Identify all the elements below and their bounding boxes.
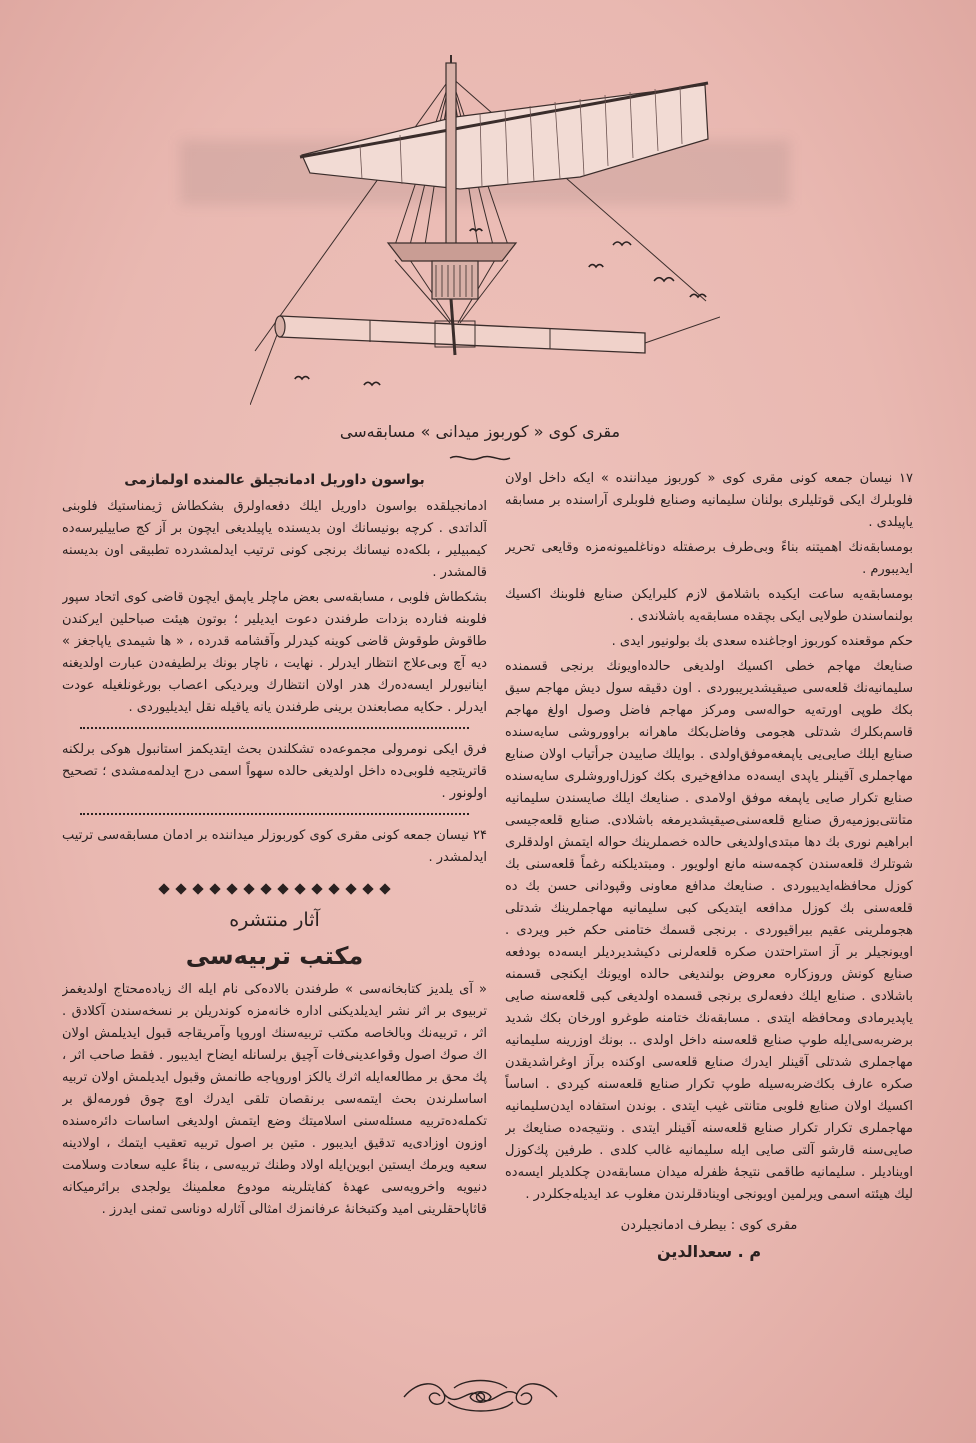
news-column [62,468,487,1348]
illustration-caption: مقری کوی « کوربوز میدانی » مسابقه‌سی [339,422,621,441]
diamond-ornament [311,883,322,894]
diamond-ornament [226,883,237,894]
article-paragraph: بشکطاش فلوبی ، مسابقه‌سی بعض ماچلر یاپمق ایچون قاضی کوی اتحاد سپور فلوبنه فنارده بزدات طرفندن دعوت ایدیلیر ؛ بوتون هیئت صباحلین ایرکندن طاقوش طوقوش قاضی کوینه کیدرلر وآقشامه قدرده ، « ها شیمدی یاپاجغز » دیه آچ وبی‌علاج انتظار ایدرلر . نهایت ، ناچار بونك برلطیفه‌دن عبارت اولدیغنه اینانیورلر ایسه‌ده‌رك هدر اولان انتظارك ویردیکی اعصاب بورغونلغیله عودت ایدرلر . حکایه مصابعندن برینی طرفندن یانه یاقیله نقل ایدیلیوردی . [62,590,487,715]
bird [295,377,309,379]
bird [364,382,380,385]
mast [446,55,456,245]
match-notice: ۲۴ نیسان جمعه کونی مقری کوی کوربوزلر میداننده بر ادمان مسابقه‌سی ترتیب ایدلمشدر . [62,828,487,865]
diamond-ornament [175,883,186,894]
bird [589,265,603,267]
review-paragraph: « آی یلدیز کتابخانه‌سی » طرفندن بالاده‌کی نام ایله اك زیاده‌محتاج اولدیغمز تربیوی بر اثر نشر ایدیلدیکنی اداره خانه‌مزه کوندریلن بر نسخه‌سندن آکلادق . اثر ، تربیه‌نك وبالخاصه مکتب تربیه‌سنك اوروپا وآمریقاجه قبول ایدیلمش اولان اك صوك اصول وقواعدینی‌فات آچیق برلسانله ایضاح ایدیبور . فقط صاحب اثر ، پك محق بر مطالعه‌ایله اثرك یالکز اوروپاجه طانمش وقبول ایدیلمش اولان تربیه اساسلرندن بحث ایتمه‌سی برنقصان تلقی ایدرك اوچ چوق فورمه‌لق بر تکمله‌ده‌تربیه مسئله‌سنی اسلامیتك وضع ایتمش اولدیغی اساسات دائره‌سنده اوزون اوزادی‌یه تدقیق ایدیبور . متین بر اصول تربیه تعقیب ایتمك ، اولادینه سعیه ویرمك ایستین ابوین‌ایله اولاد وطنك تربیه‌سی ، بناءً علیه سعادت وسلامت دنیویه واخرویه‌سی عهدهٔ کفایتلرینه مودوع معلمینك یولجدی برائرمیکانه قاثاپاحقلرینی امید وکتبخانهٔ عرفانمزك امثالی آثارله دوناسی تمنی ایدرز . [62,982,487,1217]
article-paragraph: ۱۷ نیسان جمعه کونی مقری کوی « کوربوز میداننده » ایکه داخل اولان فلوبلرك ایکی قوتلیلری بولنان سلیمانیه وصنایع فلوبلری آراسنده بر مسابقه یاپیلدی . [505,471,913,530]
diamond-ornament [209,883,220,894]
article-paragraph: بومسابقه‌نك اهمیتنه بناءً وبی‌طرف برصفتله دوناغلمیونه‌مزه وقایعی تحریر ایدیبورم . [505,540,913,577]
ship-mast-illustration [250,55,720,405]
bird [470,229,483,231]
article-paragraph: صنایعك مهاجم خطی اکسیك اولدیغی حالده‌اویونك برنجی قسمنده سلیمانیه‌نك قلعه‌سی صیقیشدیریبوردی . اون دقیقه سول دیش مهاجم سیق بكك طوپی اورته‌یه حواله‌سی ومرکز مهاجم فاضل وصول اولغ مهاجم قاسم‌بكلرك شدتلی هجومی وفاضل‌بكك ماهرانه براووروشی سایه‌سنده صنایع ایلك صایی‌یی یاپمغه‌موفق‌اولدی . بوایلك صاییدن جرأتیاب اولان صنایع مهاجملری آقینلر یاپدی ایسه‌ده مدافع‌خیری بكك کوزل‌اوروشلری سایه‌سنده صنایع تکرار صایی یاپمغه موفق اولامدی . صنایعك ایلك صایسندن سلیمانیه متانتی‌بوزمیه‌رق صنایع قلعه‌سنی‌صیقیشدیرمغه باشلادی. صنایع قلعه‌جیسی ابراهیم نوری بك دها مبتدی‌اولدیغی حالده خصملرینك حواله ایتمش اولدقلری شوتلرك قلعه‌سندن کچمه‌سنه مانع اولویور . ومبتدیلکنه رغماً قلعه‌سنی بك کوزل محافظه‌ایدیبوردی . صنایعك مدافع معاونی وقپودانی حسن بك ده قلعه‌سنی بك کوزل مدافعه ایتدیکی کبی سلیمانیه مهاجملرینك شدتلی هجوملرینی عقیم بیراقیوردی . برنجی قسمك ختامنی حکم خبر ویردی . اویونجیلر بر آز استراحتدن صکره قلعه‌لرنی دکیشدیردیلر ایسه‌ده بودفعه صنایع کونش وروزکاره معروض بولندیغی حالده اویونك ایکنجی قسمنه باشلادی . صنایع ایلك دفعه‌لری برنجی قسمده اولدیغی کبی قلعه‌سنه صایی یاپدیرمادی ومحافظه ایتدی . مسابقه‌نك ختامنه طوغرو اورخان بكك شدید برضربه‌سی‌ایله طوپ صنایع قلعه‌سنه داخل اولدی .. بونك اوزرینه سلیمانیه مهاجملری شدتلی آقینلر ایدرك صنایع قلعه‌سی اوکنده برآز اوغراشدیقدن صکره عارف بکك‌ضربه‌سیله طوپ تکرار صنایع قلعه‌سنه کیردی . اساساً اکسیك اولان صنایع فلوبی متانتی غیب ایتدی . بوندن استفاده ایدن‌سلیمانیه مهاجملری تکرار تکرار صنایع قلعه‌سنه آقینلر ایتدی . ونتیجه‌ده صنایعك بر صایی‌سنه قارشو آلتی صایی ایله سلیمانیه غالب کلدی . طرفین پك‌کوزل اوینادیلر . سلیمانیه طاقمی نتیجهٔ ظفرله میدان مسابقه‌دن چکلدیلر ایسه‌ده لیك هیئته اسمی ویرلمین اویونجی اوینادقلرندن مغلوب عد ایدیله‌جکلردر . [505,659,913,1202]
dotted-divider [80,813,469,815]
article-paragraph: بومسابقه‌یه ساعت ایکیده باشلامق لازم کلیرایکن صنایع فلوبنك اکسیك بولنماسندن طولایی ایکی بچقده مسابقه‌یه باشلاندی . [505,587,913,624]
diamond-ornament [294,883,305,894]
lower-yard [275,299,645,355]
bird [613,242,631,245]
diamond-ornament [158,883,169,894]
diamond-ornament [192,883,203,894]
diamond-divider [62,883,487,895]
article-heading: بواسون داوریل ادمانجیلق عالمنده اولمازمی [124,472,425,488]
dotted-divider [80,727,469,729]
article-paragraph: حکم موقعنده کوربوز اوجاغنده سعدی بك بولونیور ایدی . [611,634,913,649]
bottom-ornament [398,1376,563,1418]
diamond-ornament [345,883,356,894]
signature-name: م . سعدالدین [656,1242,762,1261]
diamond-ornament [277,883,288,894]
diamond-ornament [243,883,254,894]
bird [654,278,674,281]
section-title: آثار منتشره [229,909,320,931]
diamond-ornament [260,883,271,894]
review-title: مکتب تربیه‌سی [185,942,364,970]
correction-notice: فرق ایکی نومرولی مجموعه‌ده تشکلندن بحث ایتدیکمز استانبول هوکی برلکنه قاتریتجیه فلوبی‌ده داخل اولدیغی حالده سهواً اسمی درج ایدلمه‌مشدی ؛ تصحیح اولونور . [62,742,487,801]
bird [690,294,706,297]
crows-nest [388,243,516,299]
diamond-ornament [379,883,390,894]
signature-place: مقری کوی : بیطرف ادمانجیلردن [620,1218,798,1233]
furled-sail [300,83,708,189]
caption-flourish [448,452,512,464]
diamond-ornament [328,883,339,894]
match-report-column [505,468,913,1363]
article-paragraph: ادمانجیلقده بواسون داوریل ایلك دفعه‌اولرق بشکطاش ژیمناستیك فلوبنی آلداتدی . کرچه بونیسانك اون بدیسنده یاپیلدیغی ایچون بر آز کج صاییلیرسه‌ده کیمبیلیر ، بلکه‌ده نیسانك برنجی کونی ترتیب ایدلمشدرده تطبیقی اون بدیسنه قالمشدر . [62,499,487,580]
diamond-ornament [362,883,373,894]
